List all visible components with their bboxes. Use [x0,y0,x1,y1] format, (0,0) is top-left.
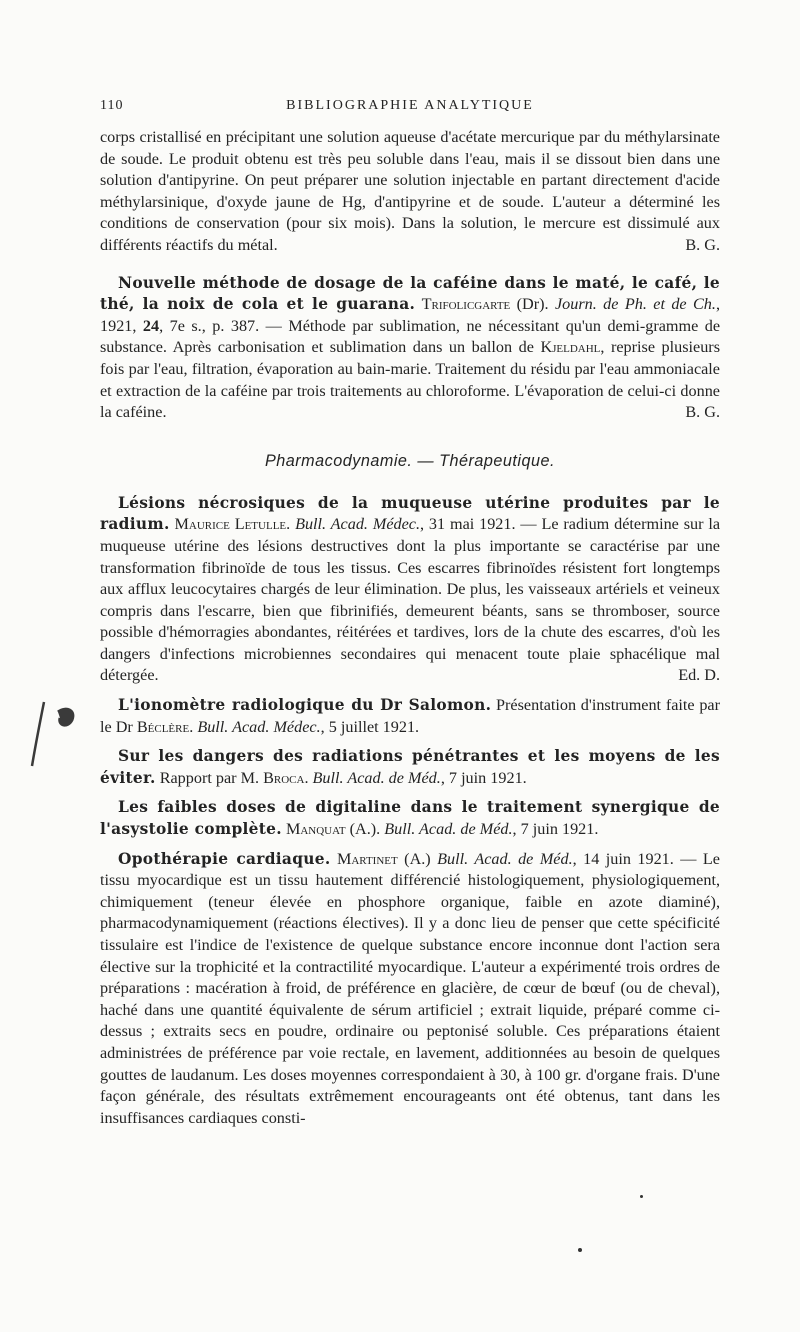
entry-cafeine-title: Nouvelle méthode de dosage de la caféine dans le maté, le café, le thé, la noix de cola et le guarana. [100,273,720,314]
page-speck [640,1195,643,1198]
page-speck [578,1248,582,1252]
entry-cafeine [100,273,720,424]
entry-lesions-title: Lésions nécrosiques de la muqueuse utérine produites par le radium. [100,493,720,534]
entry-digitaline [100,797,720,840]
entry-digitaline-author: Manquat [285,820,346,839]
entry-dangers-author: Broca. [263,768,309,787]
entry-cafeine-signature: B. G. [685,403,720,422]
entry-ionometre-ref: , 5 juillet 1921. [320,717,420,736]
entry-ionometre-author: Béclère. [136,717,194,736]
entry-ionometre-title: L'ionomètre radiologique du Dr Salomon. [118,696,492,715]
intro-signature: B. G. [685,235,720,254]
entry-digitaline-title: Les faibles doses de digitaline dans le traitement synergique de l'asystolie complète. [100,798,720,839]
entry-lesions-signature: Ed. D. [678,666,720,685]
entry-opotherapie-author-suffix: (A.) [397,849,438,868]
entry-lesions [100,493,720,687]
entry-lesions-journal: Bull. Acad. Médec. [295,515,421,534]
handwritten-bracket-mark-icon [28,698,84,770]
running-title: BIBLIOGRAPHIE ANALYTIQUE [286,98,534,113]
entry-dangers [100,746,720,789]
entry-ionometre-journal: Bull. Acad. Médec. [197,717,321,736]
entry-cafeine-text2: , reprise plusieurs fois par l'eau, filtration, évaporation au bain-marie. Traitement du résidu par l'eau ammoniacale et extraction de la caféine par trois traitements au chloroforme. L'évaporation de celui-ci donne la caféine. [100,338,721,422]
entry-cafeine-text: Méthode par sublimation, ne nécessitant qu'un demi-gramme de substance. Après carbonisation et sublimation dans un ballon de [100,316,721,357]
intro-paragraph [100,127,720,257]
entry-opotherapie [100,849,720,1130]
intro-text: corps cristallisé en précipitant une solution aqueuse d'acétate mercurique par du méthylarsinate de soude. Le produit obtenu est très peu soluble dans l'eau, mais il se dissout bien dans une solution d'antipyrine. On peut préparer une solution injectable en partant directement d'acide méthylarsinique, d'oxyde jaune de Hg, d'antipyrine et de soude. L'auteur a déterminé les conditions de conservation (pour six mois). Dans la solution, le mercure est dissimulé aux différents réactifs du métal. [100,128,720,254]
entry-dangers-ref: , 7 juin 1921. [440,768,527,787]
entry-opotherapie-journal: Bull. Acad. de Méd. [437,849,573,868]
entry-cafeine-volume: 24 [142,316,160,335]
entry-dangers-journal: Bull. Acad. de Méd. [312,768,441,787]
entry-cafeine-series: , 7e s., p. 387. — [159,316,289,335]
entry-lesions-author: Maurice Letulle. [174,515,291,534]
entry-cafeine-author-suffix: (Dr). [510,295,549,314]
entry-cafeine-journal: Journ. de Ph. et de Ch. [554,295,716,314]
entry-opotherapie-ref: , 14 juin 1921. — [572,849,703,868]
entry-digitaline-author-suffix: (A.). [345,820,385,839]
entry-lesions-text: Le radium détermine sur la muqueuse utérine des lésions destructives dont la plus importante se caractérise par une transformation fibrinoïde de tous les tissus. Ces escarres fibrinoïdes résistent fort longtemps aux afflux leucocytaires chargés de leur élimination. De plus, les vaisseaux artériels et veineux compris dans l'escarre, bien que fibrinifiés, demeurent béants, sans se thromboser, source possible d'hémorragies abondantes, réitérées et tardives, lors de la chute des escarres, d'où les dangers d'infections microbiennes secondaires qui menacent toute plaie sphacélique mal détergée. [100,515,721,685]
page-body [100,127,720,1129]
entry-opotherapie-title: Opothérapie cardiaque. [118,849,331,868]
entry-cafeine-ref: , 1921, [100,295,720,335]
entry-ionometre [100,695,720,738]
entry-dangers-title: Sur les dangers des radiations pénétrantes et les moyens de les éviter. [100,747,720,787]
entry-ionometre-text: Présentation d'instrument faite par le Dr [100,696,720,736]
page-number: 110 [100,98,124,113]
entry-digitaline-journal: Bull. Acad. de Méd. [384,820,513,839]
entry-lesions-ref: , 31 mai 1921. — [420,515,542,534]
entry-cafeine-author: Trifolicgarte [421,295,511,314]
section-heading: Pharmacodynamie. — Thérapeutique. [264,451,556,470]
entry-dangers-text: Rapport par M. [155,768,264,787]
entry-opotherapie-author: Martinet [336,849,398,868]
entry-opotherapie-text: Le tissu myocardique est un tissu hautement différencié histologiquement, physiologiquement, chimiquement (teneur élevée en phosphore organique, faible en azote diaminé), pharmacodynamiquement (réactions électives). Il y a donc lieu de penser que cette spécificité tissulaire est l'indice de l'existence de quelque substance encore inconnue dont l'action sera élective sur la trophicité et la contractilité myocardique. L'auteur a expérimenté trois ordres de préparations : macération à froid, de préférence en glacière, de cœur de bœuf (ou de cheval), haché dans une quantité équivalente de sérum artificiel ; extrait liquide, préparé comme ci-dessus ; extraits secs en poudre, ordinaire ou peptonisé soluble. Ces préparations étaient administrées de préférence par voie rectale, en lavement, additionnées au besoin de quelques gouttes de laudanum. Les doses moyennes correspondaient à 30, à 100 gr. d'organe frais. D'une façon générale, des résultats extrêmement encourageants ont été obtenus, tant dans les insuffisances cardiaques consti- [100,849,720,1127]
entry-cafeine-kjeldahl: Kjeldahl [540,338,601,357]
page-header [100,98,720,118]
entry-digitaline-ref: , 7 juin 1921. [512,820,599,839]
